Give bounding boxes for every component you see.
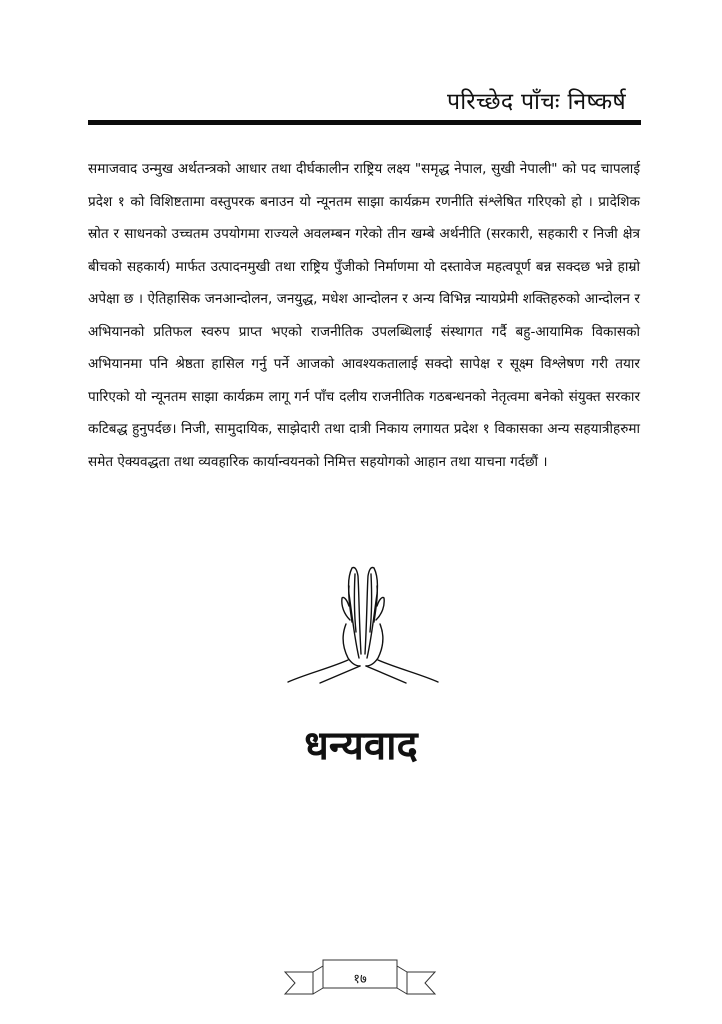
page-title: परिच्छेद पाँचः निष्कर्ष	[446, 89, 626, 115]
namaste-hands-icon	[286, 562, 440, 684]
thank-you-heading: धन्यवाद	[304, 723, 418, 769]
page-number-banner	[283, 954, 437, 998]
body-paragraph: समाजवाद उन्मुख अर्थतन्त्रको आधार तथा दीर्घकालीन राष्ट्रिय लक्ष्य "समृद्ध नेपाल, सुखी नेपाली" को पद चापलाई प्रदेश १ को विशिष्टतामा वस्तुपरक बनाउन यो न्यूनतम साझा कार्यक्रम रणनीति संश्लेषित गरिएको हो । प्रादेशिक स्रोत र साधनको उच्चतम उपयोगमा राज्यले अवलम्बन गरेको तीन खम्बे अर्थनीति (सरकारी, सहकारी र निजी क्षेत्र बीचको सहकार्य) मार्फत उत्पादनमुखी तथा राष्ट्रिय पुँजीको निर्माणमा यो दस्तावेज महत्वपूर्ण बन्न सक्दछ भन्ने हाम्रो अपेक्षा छ । ऐतिहासिक जनआन्दोलन, जनयुद्ध, मधेश आन्दोलन र अन्य विभिन्न न्यायप्रेमी शक्तिहरुको आन्दोलन र अभियानको प्रतिफल स्वरुप प्राप्त भएको राजनीतिक उपलब्धिलाई संस्थागत गर्दै बहु-आयामिक विकासको अभियानमा पनि श्रेष्ठता हासिल गर्नु पर्ने आजको आवश्यकतालाई सक्दो सापेक्ष र सूक्ष्म विश्लेषण गरी तयार पारिएको यो न्यूनतम साझा कार्यक्रम लागू गर्न पाँच दलीय राजनीतिक गठबन्धनको नेतृत्वमा बनेको संयुक्त सरकार कटिबद्ध हुनुपर्दछ। निजी, सामुदायिक, साझेदारी तथा दात्री निकाय लगायत प्रदेश १ विकासका अन्य सहयात्रीहरुमा समेत ऐक्यवद्धता तथा व्यवहारिक कार्यान्वयनको निमित्त सहयोगको आहान तथा याचना गर्दछौं ।	[88, 161, 640, 470]
title-divider	[88, 120, 641, 125]
page-number: १७	[353, 972, 367, 987]
